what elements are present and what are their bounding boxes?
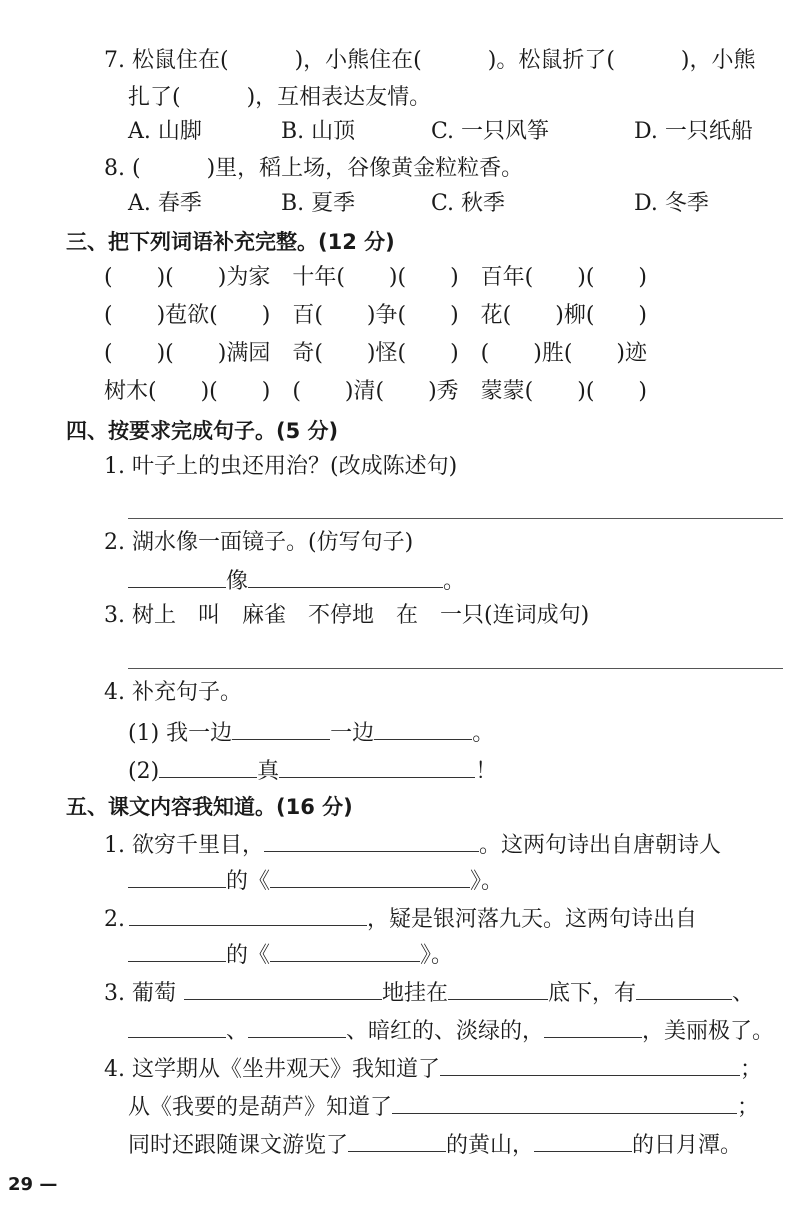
s5-q3-end: ，美丽极了。 (642, 1019, 775, 1044)
section5-title: 五、课文内容我知道。(16 分) (66, 795, 353, 819)
s5-q4-blank-2[interactable] (392, 1091, 737, 1114)
s5-q4-line-2 (128, 1091, 759, 1123)
q7-option-a: A. 山脚 (128, 119, 202, 144)
s5-q3-prefix: 3. 葡萄 (104, 981, 176, 1006)
section3-title: 三、把下列词语补充完整。(12 分) (66, 230, 395, 254)
s4-q2-mid: 像 (226, 569, 249, 594)
s4-q2-blank-1[interactable] (128, 565, 226, 588)
s5-q4-prefix: 4. 这学期从《坐井观天》我知道了 (104, 1057, 440, 1082)
s5-q1-close: 》。 (470, 869, 504, 894)
section3-row-1: ( )( )为家 十年( )( ) 百年( )( ) (104, 265, 647, 290)
s5-q4-blank-1[interactable] (440, 1053, 740, 1076)
q7-line-2: 扎了( )，互相表达友情。 (128, 85, 432, 110)
s4-q4-sub-2 (128, 755, 497, 787)
s5-q3-blank-2[interactable] (448, 977, 548, 1000)
s5-q4-semicolon-2: ； (737, 1095, 760, 1120)
s5-q3-comma-2: 、 (226, 1019, 249, 1044)
s5-q3-blank-5[interactable] (248, 1015, 346, 1038)
s5-q1-blank-1[interactable] (264, 829, 479, 852)
q7-option-c: C. 一只风筝 (431, 119, 550, 144)
s4-q4-2-mid: 真 (257, 759, 280, 784)
s5-q4-text-5: 的日月潭。 (632, 1133, 743, 1158)
s4-q2-end: 。 (443, 569, 466, 594)
s4-q4-1-end: 。 (472, 721, 495, 746)
s4-q4-1-mid: 一边 (330, 721, 375, 746)
s5-q1-line-2 (128, 865, 503, 897)
s5-q3-text-2: 底下，有 (548, 981, 637, 1006)
section3-row-2: ( )苞欲( ) 百( )争( ) 花( )柳( ) (104, 303, 647, 328)
s5-q2-blank-title[interactable] (270, 939, 420, 962)
s4-q4-2-prefix: (2) (128, 759, 160, 784)
s4-q4-2-blank-2[interactable] (279, 755, 475, 778)
s5-q4-blank-3[interactable] (348, 1129, 446, 1152)
page-number: 29 — (8, 1174, 58, 1195)
s5-q2-close: 》。 (420, 943, 454, 968)
s4-q4-sub-1 (128, 717, 494, 749)
s4-q3-answer-line[interactable] (128, 667, 783, 669)
s5-q1-blank-poet[interactable] (128, 865, 226, 888)
s4-q2-fill (128, 565, 465, 597)
s5-q2-de: 的《 (226, 943, 271, 968)
q7-option-d: D. 一只纸船 (634, 119, 753, 144)
q8-option-c: C. 秋季 (431, 191, 506, 216)
s5-q4-semicolon-1: ； (740, 1057, 763, 1082)
s4-q4-1-blank-1[interactable] (232, 717, 330, 740)
q8-option-d: D. 冬季 (634, 191, 709, 216)
s5-q4-blank-4[interactable] (534, 1129, 632, 1152)
s4-q2-blank-2[interactable] (248, 565, 443, 588)
s4-q4-2-blank-1[interactable] (159, 755, 257, 778)
s4-question-3: 3. 树上 叫 麻雀 不停地 在 一只(连词成句) (104, 603, 590, 628)
s4-question-2: 2. 湖水像一面镜子。(仿写句子) (104, 530, 414, 555)
s5-q1-line-1 (104, 829, 721, 861)
s5-q1-blank-title[interactable] (270, 865, 470, 888)
s4-question-4: 4. 补充句子。 (104, 680, 242, 705)
section3-row-4: 树木( )( ) ( )清( )秀 蒙蒙( )( ) (104, 379, 647, 404)
q8-line: 8. ( )里，稻上场，谷像黄金粒粒香。 (104, 156, 524, 181)
s5-q3-comma-1: 、 (732, 981, 755, 1006)
section3-row-3: ( )( )满园 奇( )怪( ) ( )胜( )迹 (104, 341, 647, 366)
s5-q3-line-1 (104, 977, 754, 1009)
q7-option-b: B. 山顶 (281, 119, 356, 144)
s4-q1-answer-line[interactable] (128, 517, 783, 519)
q8-option-b: B. 夏季 (281, 191, 356, 216)
s5-q3-blank-3[interactable] (636, 977, 732, 1000)
s5-q3-blank-4[interactable] (128, 1015, 226, 1038)
s5-q2-prefix: 2. (104, 907, 125, 932)
s5-q1-suffix: 。这两句诗出自唐朝诗人 (478, 833, 721, 858)
s5-q4-text-4: 的黄山， (446, 1133, 535, 1158)
s5-q4-line-3 (128, 1129, 742, 1161)
s5-q2-line-1 (104, 903, 697, 935)
s4-q4-1-blank-2[interactable] (374, 717, 472, 740)
s5-q3-blank-6[interactable] (544, 1015, 642, 1038)
s5-q3-line-2 (128, 1015, 774, 1047)
s5-q1-de: 的《 (226, 869, 271, 894)
s5-q3-text-1: 地挂在 (381, 981, 448, 1006)
s5-q2-line-2 (128, 939, 453, 971)
s5-q4-line-1 (104, 1053, 762, 1085)
s4-q4-1-prefix: (1) 我一边 (128, 721, 233, 746)
s5-q2-suffix: ，疑是银河落九天。这两句诗出自 (367, 907, 698, 932)
q7-line-1: 7. 松鼠住在( )，小熊住在( )。松鼠折了( )，小熊 (104, 48, 756, 73)
s5-q3-text-3: 、暗红的、淡绿的， (346, 1019, 545, 1044)
s4-question-1: 1. 叶子上的虫还用治？(改成陈述句) (104, 454, 458, 479)
s4-q4-2-end: ！ (475, 759, 498, 784)
s5-q3-blank-1[interactable] (184, 977, 382, 1000)
s5-q1-prefix: 1. 欲穷千里目， (104, 833, 264, 858)
section4-title: 四、按要求完成句子。(5 分) (66, 419, 339, 443)
s5-q4-text-2: 从《我要的是葫芦》知道了 (128, 1095, 393, 1120)
s5-q4-text-3: 同时还跟随课文游览了 (128, 1133, 349, 1158)
q8-option-a: A. 春季 (128, 191, 202, 216)
s5-q2-blank-1[interactable] (129, 903, 367, 926)
s5-q2-blank-poet[interactable] (128, 939, 226, 962)
